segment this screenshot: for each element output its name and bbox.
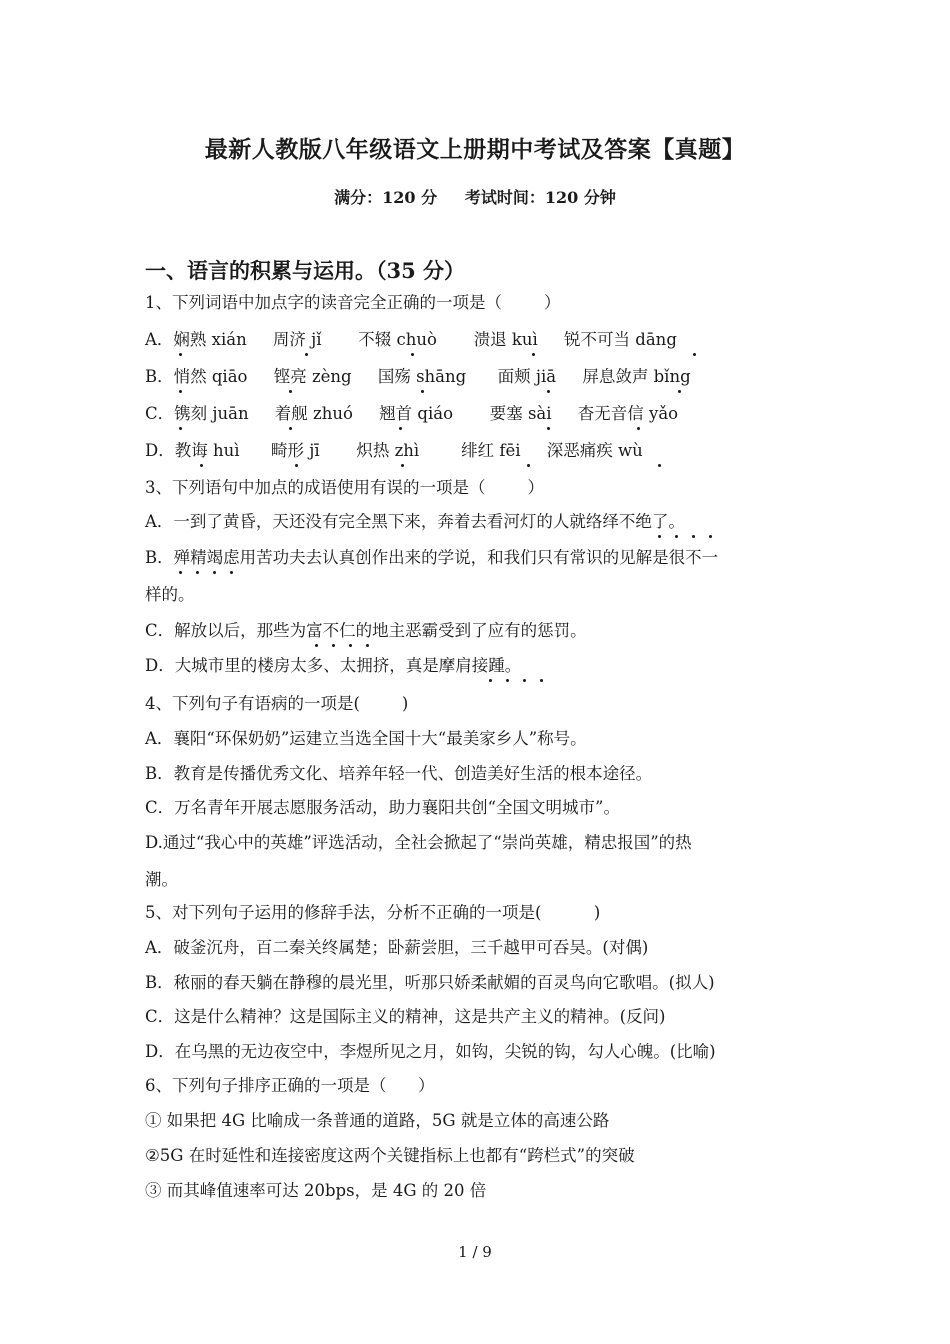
question-5-option-a: A．破釜沉舟，百二秦关终属楚；卧薪尝胆，三千越甲可吞吴。(对偶) (145, 938, 649, 957)
emphasis-dot (179, 390, 182, 393)
question-1-option-b: B．悄然 qiāo 铿亮 zèng 国殇 shāng 面颊 jiā 屏息敛声 bǐng (145, 367, 691, 386)
emphasis-dot (532, 353, 535, 356)
question-6-stem: 6、下列句子排序正确的一项是（ ） (145, 1076, 435, 1095)
emphasis-dot (399, 427, 402, 430)
emphasis-dot (366, 644, 369, 647)
question-4-option-c: C．万名青年开展志愿服务活动，助力襄阳共创“全国文明城市”。 (145, 798, 620, 817)
document-title: 最新人教版八年级语文上册期中考试及答案【真题】 (204, 136, 746, 163)
question-5-option-d: D．在乌黑的无边夜空中，李煜所见之月，如钩，尖锐的钩，勾人心魄。(比喻) (145, 1042, 716, 1061)
emphasis-dot (692, 535, 695, 538)
emphasis-dot (200, 464, 203, 467)
question-3-option-c: C．解放以后，那些为富不仁的地主恶霸受到了应有的惩罚。 (145, 621, 587, 640)
question-5-stem: 5、对下列句子运用的修辞手法，分析不正确的一项是( ) (145, 903, 601, 922)
emphasis-dot (315, 644, 318, 647)
exam-info: 满分：120 分 考试时间：120 分钟 (334, 188, 616, 207)
emphasis-dot (230, 571, 233, 574)
emphasis-dot (179, 427, 182, 430)
page-number: 1 / 9 (458, 1243, 492, 1261)
question-6-sentence-2: ②5G 在时延性和连接密度这两个关键指标上也都有“跨栏式”的突破 (145, 1146, 635, 1165)
emphasis-dot (179, 571, 182, 574)
emphasis-dot (289, 390, 292, 393)
question-3-option-d: D．大城市里的楼房太多、太拥挤，真是摩肩接踵。 (145, 656, 522, 675)
emphasis-dot (658, 464, 661, 467)
emphasis-dot (411, 353, 414, 356)
emphasis-dot (678, 390, 681, 393)
emphasis-dot (637, 427, 640, 430)
question-4-option-a: A．襄阳“环保奶奶”运建立当选全国十大“最美家乡人”称号。 (145, 729, 587, 748)
emphasis-dot (196, 571, 199, 574)
emphasis-dot (540, 679, 543, 682)
question-4-stem: 4、下列句子有语病的一项是( ) (145, 694, 409, 713)
emphasis-dot (179, 353, 182, 356)
question-1-option-d: D．教诲 huì 畸形 jī 炽热 zhì 绯红 fēi 深恶痛疾 wù (145, 441, 643, 460)
emphasis-dot (506, 679, 509, 682)
emphasis-dot (709, 535, 712, 538)
question-4-option-b: B．教育是传播优秀文化、培养年轻一代、创造美好生活的根本途径。 (145, 764, 653, 783)
question-3-stem: 3、下列语句中加点的成语使用有误的一项是（ ） (145, 478, 544, 497)
question-6-sentence-3: ③ 而其峰值速率可达 20bps，是 4G 的 20 倍 (145, 1181, 487, 1200)
question-5-option-c: C．这是什么精神？这是国际主义的精神，这是共产主义的精神。(反问) (145, 1007, 666, 1026)
emphasis-dot (547, 390, 550, 393)
emphasis-dot (547, 427, 550, 430)
emphasis-dot (332, 644, 335, 647)
question-3-option-a: A．一到了黄昏，天还没有完全黑下来，奔着去看河灯的人就络绎不绝了。 (145, 512, 685, 531)
emphasis-dot (523, 679, 526, 682)
emphasis-dot (289, 427, 292, 430)
emphasis-dot (489, 679, 492, 682)
question-1-option-c: C．镌刻 juān 着舰 zhuó 翘首 qiáo 要塞 sài 杳无音信 yǎo (145, 404, 679, 423)
question-6-sentence-1: ① 如果把 4G 比喻成一条普通的道路，5G 就是立体的高速公路 (145, 1111, 610, 1130)
emphasis-dot (675, 535, 678, 538)
question-3-option-b-cont: 样的。 (145, 585, 195, 604)
emphasis-dot (658, 535, 661, 538)
emphasis-dot (527, 464, 530, 467)
emphasis-dot (213, 571, 216, 574)
emphasis-dot (305, 353, 308, 356)
question-4-option-d-cont: 潮。 (145, 870, 178, 889)
emphasis-dot (349, 644, 352, 647)
section-heading: 一、语言的积累与运用。（35 分） (145, 258, 466, 283)
emphasis-dot (693, 353, 696, 356)
question-1-option-a: A．娴熟 xián 周济 jǐ 不辍 chuò 溃退 kuì 锐不可当 dāng (145, 330, 677, 349)
emphasis-dot (421, 390, 424, 393)
question-4-option-d: D.通过“我心中的英雄”评选活动，全社会掀起了“崇尚英雄，精忠报国”的热 (145, 833, 692, 852)
question-3-option-b: B．殚精竭虑用苦功夫去认真创作出来的学说，和我们只有常识的见解是很不一 (145, 548, 719, 567)
question-5-option-b: B．秾丽的春天躺在静穆的晨光里，听那只娇柔献媚的百灵鸟向它歌唱。(拟人) (145, 973, 715, 992)
question-1-stem: 1、下列词语中加点字的读音完全正确的一项是（ ） (145, 293, 561, 312)
emphasis-dot (401, 464, 404, 467)
emphasis-dot (295, 464, 298, 467)
